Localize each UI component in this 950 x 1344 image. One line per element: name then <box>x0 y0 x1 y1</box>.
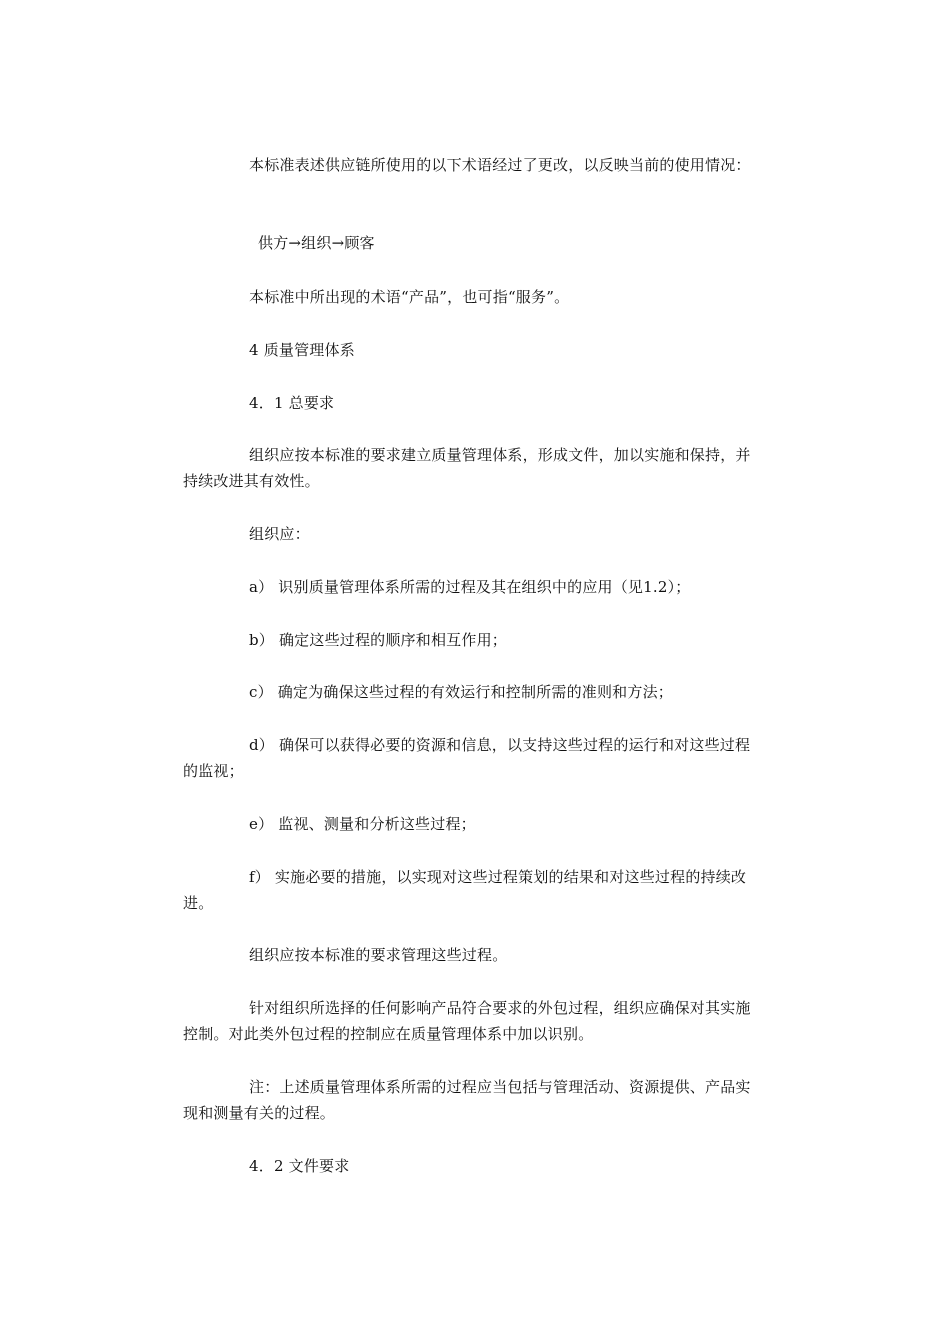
list-item-c: c） 确定为确保这些过程的有效运行和控制所需的准则和方法； <box>249 683 673 701</box>
list-item-d <box>183 732 755 784</box>
paragraph-text: 组织应按本标准的要求建立质量管理体系，形成文件，加以实施和保持，并持续改进其有效性。 <box>183 446 751 490</box>
heading-section-4-1: 4．1 总要求 <box>249 394 335 412</box>
paragraph-manage-processes: 组织应按本标准的要求管理这些过程。 <box>249 946 508 964</box>
paragraph-organization-shall: 组织应： <box>249 525 310 543</box>
list-item-a: a） 识别质量管理体系所需的过程及其在组织中的应用（见1.2）； <box>249 578 691 596</box>
heading-section-4-2: 4．2 文件要求 <box>249 1157 350 1175</box>
list-item-b: b） 确定这些过程的顺序和相互作用； <box>249 631 507 649</box>
supply-chain-terms: 供方→组织→顾客 <box>258 234 375 252</box>
paragraph-text: 针对组织所选择的任何影响产品符合要求的外包过程，组织应确保对其实施控制。对此类外包过程的控制应在质量管理体系中加以识别。 <box>183 999 751 1043</box>
list-item-text: d） 确保可以获得必要的资源和信息，以支持这些过程的运行和对这些过程的监视； <box>183 736 751 780</box>
list-item-f <box>183 864 755 916</box>
paragraph-outsourced-processes <box>183 995 755 1047</box>
paragraph-text: 本标准表述供应链所使用的以下术语经过了更改，以反映当前的使用情况： <box>249 156 751 174</box>
paragraph-terms-changed <box>183 152 755 178</box>
list-item-e: e） 监视、测量和分析这些过程； <box>249 815 476 833</box>
heading-section-4: 4 质量管理体系 <box>249 341 355 359</box>
paragraph-note <box>183 1074 755 1126</box>
paragraph-product-service: 本标准中所出现的术语“产品”，也可指“服务”。 <box>249 288 570 306</box>
paragraph-text: 注：上述质量管理体系所需的过程应当包括与管理活动、资源提供、产品实现和测量有关的过程。 <box>183 1078 751 1122</box>
paragraph-establish-qms <box>183 442 755 494</box>
list-item-text: f） 实施必要的措施，以实现对这些过程策划的结果和对这些过程的持续改进。 <box>183 868 747 912</box>
